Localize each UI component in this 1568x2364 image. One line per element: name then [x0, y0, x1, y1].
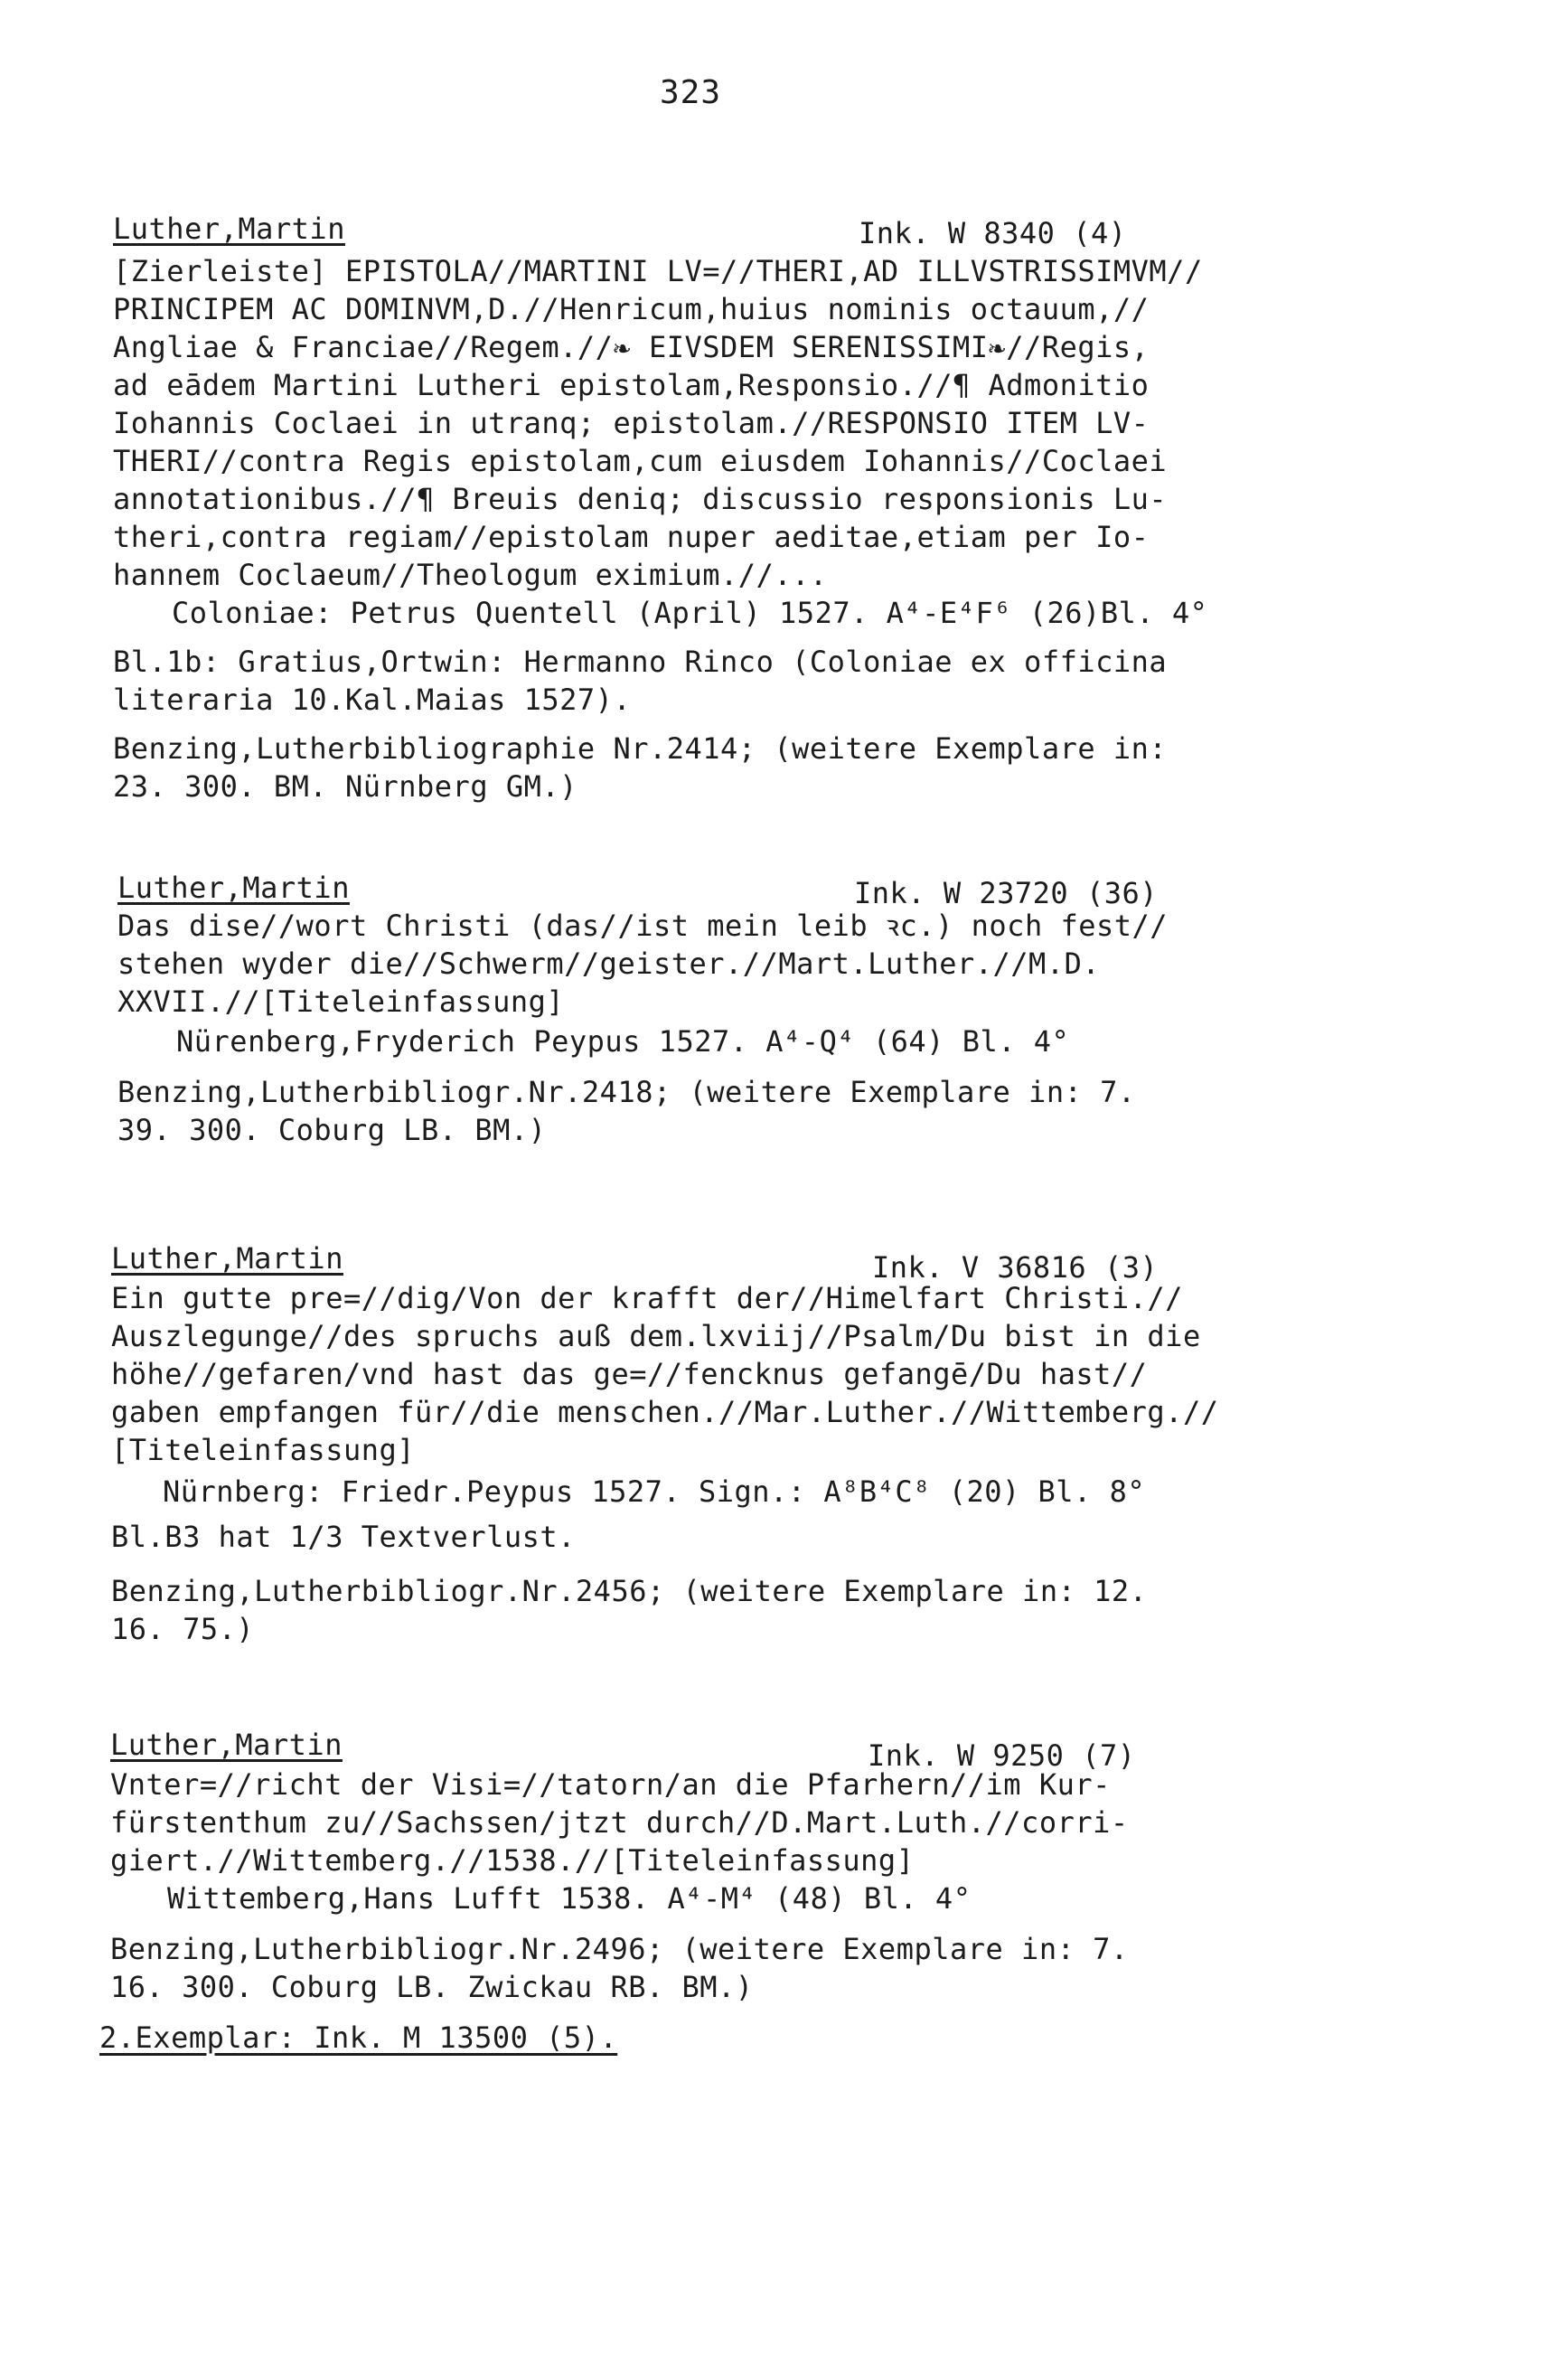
- title-line: annotationibus.//¶ Breuis deniq; discussio responsionis Lu-: [113, 482, 1168, 516]
- entry-author: Luther,Martin: [110, 1728, 343, 1762]
- imprint: Wittemberg,Hans Lufft 1538. A⁴-M⁴ (48) Bl. 4°: [167, 1881, 972, 1916]
- entry-signature: Ink. W 9250 (7): [868, 1738, 1136, 1773]
- title-line: Ein gutte pre=//dig/Von der krafft der//Himelfart Christi.//: [111, 1281, 1183, 1315]
- title-line: THERI//contra Regis epistolam,cum eiusdem Iohannis//Coclaei: [113, 444, 1168, 478]
- title-line: XXVII.//[Titeleinfassung]: [117, 984, 565, 1019]
- reference-line: 16. 75.): [111, 1612, 255, 1646]
- reference-line: Benzing,Lutherbibliographie Nr.2414; (weitere Exemplare in:: [113, 731, 1168, 766]
- title-line: [Titeleinfassung]: [111, 1433, 416, 1467]
- second-copy-note: 2.Exemplar: Ink. M 13500 (5).: [99, 2020, 618, 2055]
- title-line: giert.//Wittemberg.//1538.//[Titeleinfassung]: [110, 1843, 915, 1878]
- title-line: PRINCIPEM AC DOMINVM,D.//Henricum,huius nominis octauum,//: [113, 292, 1150, 326]
- title-line: [Zierleiste] EPISTOLA//MARTINI LV=//THERI,AD ILLVSTRISSIMVM//: [113, 254, 1203, 288]
- title-line: gaben empfangen für//die menschen.//Mar.Luther.//Wittemberg.//: [111, 1395, 1219, 1429]
- entry-signature: Ink. V 36816 (3): [872, 1250, 1159, 1285]
- reference-line: Benzing,Lutherbibliogr.Nr.2496; (weitere Exemplare in: 7.: [110, 1932, 1129, 1966]
- title-line: theri,contra regiam//epistolam nuper aeditae,etiam per Io-: [113, 520, 1150, 554]
- title-line: stehen wyder die//Schwerm//geister.//Mart.Luther.//M.D.: [117, 947, 1101, 981]
- title-line: Vnter=//richt der Visi=//tatorn/an die Pfarhern//im Kur-: [110, 1767, 1111, 1802]
- title-line: Das dise//wort Christi (das//ist mein leib ꝛc.) noch fest//: [117, 909, 1169, 943]
- entry-author: Luther,Martin: [117, 871, 350, 905]
- page-number: 323: [660, 74, 722, 111]
- imprint: Nürnberg: Friedr.Peypus 1527. Sign.: A⁸B⁴C⁸ (20) Bl. 8°: [163, 1474, 1146, 1509]
- imprint: Coloniae: Petrus Quentell (April) 1527. A⁴-E⁴F⁶ (26)Bl. 4°: [172, 596, 1208, 630]
- note-line: literaria 10.Kal.Maias 1527).: [113, 683, 632, 717]
- title-line: hannem Coclaeum//Theologum eximium.//...: [113, 558, 828, 592]
- title-line: ad eādem Martini Lutheri epistolam,Responsio.//¶ Admonitio: [113, 368, 1150, 402]
- entry-author: Luther,Martin: [111, 1241, 343, 1276]
- title-line: höhe//gefaren/vnd hast das ge=//fencknus gefangē/Du hast//: [111, 1357, 1148, 1391]
- entry-signature: Ink. W 23720 (36): [854, 876, 1159, 910]
- title-line: Iohannis Coclaei in utranq; epistolam.//RESPONSIO ITEM LV-: [113, 406, 1150, 440]
- reference-line: Benzing,Lutherbibliogr.Nr.2456; (weitere Exemplare in: 12.: [111, 1574, 1148, 1608]
- reference-line: 16. 300. Coburg LB. Zwickau RB. BM.): [110, 1970, 754, 2004]
- reference-line: 23. 300. BM. Nürnberg GM.): [113, 769, 577, 804]
- title-line: Auszlegunge//des spruchs auß dem.lxviij//Psalm/Du bist in die: [111, 1319, 1201, 1353]
- reference-line: 39. 300. Coburg LB. BM.): [117, 1113, 547, 1147]
- note-line: Bl.1b: Gratius,Ortwin: Hermanno Rinco (Coloniae ex officina: [113, 645, 1168, 679]
- title-line: fürstenthum zu//Sachssen/jtzt durch//D.Mart.Luth.//corri-: [110, 1805, 1129, 1840]
- reference-line: Benzing,Lutherbibliogr.Nr.2418; (weitere Exemplare in: 7.: [117, 1075, 1136, 1109]
- note-line: Bl.B3 hat 1/3 Textverlust.: [111, 1520, 576, 1554]
- entry-signature: Ink. W 8340 (4): [859, 216, 1127, 250]
- title-line: Angliae & Franciae//Regem.//❧ EIVSDEM SERENISSIMI❧//Regis,: [113, 330, 1150, 364]
- entry-author: Luther,Martin: [113, 212, 345, 246]
- imprint: Nürenberg,Fryderich Peypus 1527. A⁴-Q⁴ (64) Bl. 4°: [176, 1024, 1070, 1059]
